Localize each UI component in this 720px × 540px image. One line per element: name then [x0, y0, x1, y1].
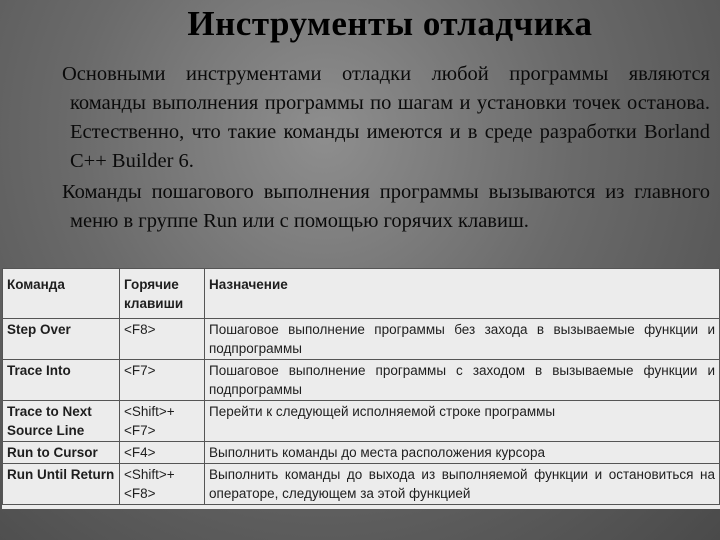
description-cell: Пошаговое выполнение программы без захода в вызываемые функции и подпрограммы [205, 319, 720, 360]
description-cell: Пошаговое выполнение программы с заходом в вызываемые функции и подпрограммы [205, 360, 720, 401]
header-purpose: Назначение [205, 269, 720, 319]
table-row [3, 319, 720, 360]
hotkey-cell: <F8> [120, 319, 205, 360]
slide-title: Инструменты отладчика [187, 4, 593, 43]
description-cell: Выполнить команды до места расположения курсора [205, 442, 720, 464]
command-cell: Step Over [3, 319, 120, 360]
paragraph-intro: Основными инструментами отладки любой программы являются команды выполнения программы по шагам и установки точек останова. Естественно, что такие команды имеются и в среде разработки Borland C++ Builder 6. [62, 63, 710, 172]
table-row [3, 360, 720, 401]
paragraph-run-menu: Команды пошагового выполнения программы вызываются из главного меню в группе Run или с помощью горячих клавиш. [62, 181, 710, 232]
table-row [3, 442, 720, 464]
hotkey-cell: <Shift>+<F7> [120, 401, 205, 442]
header-command: Команда [3, 269, 120, 319]
table-row [3, 464, 720, 505]
header-hotkeys: Горячие клавиши [120, 269, 205, 319]
hotkey-cell: <F7> [120, 360, 205, 401]
command-cell: Run to Cursor [3, 442, 120, 464]
body-text [62, 60, 710, 236]
description-cell: Выполнить команды до выхода из выполняемой функции и остановиться на операторе, следующем за этой функцией [205, 464, 720, 505]
hotkey-cell: <F4> [120, 442, 205, 464]
description-cell: Перейти к следующей исполняемой строке программы [205, 401, 720, 442]
hotkey-cell: <Shift>+<F8> [120, 464, 205, 505]
commands-table [2, 268, 720, 509]
table-row [3, 401, 720, 442]
command-cell: Trace Into [3, 360, 120, 401]
command-cell: Run Until Return [3, 464, 120, 505]
command-cell: Trace to Next Source Line [3, 401, 120, 442]
